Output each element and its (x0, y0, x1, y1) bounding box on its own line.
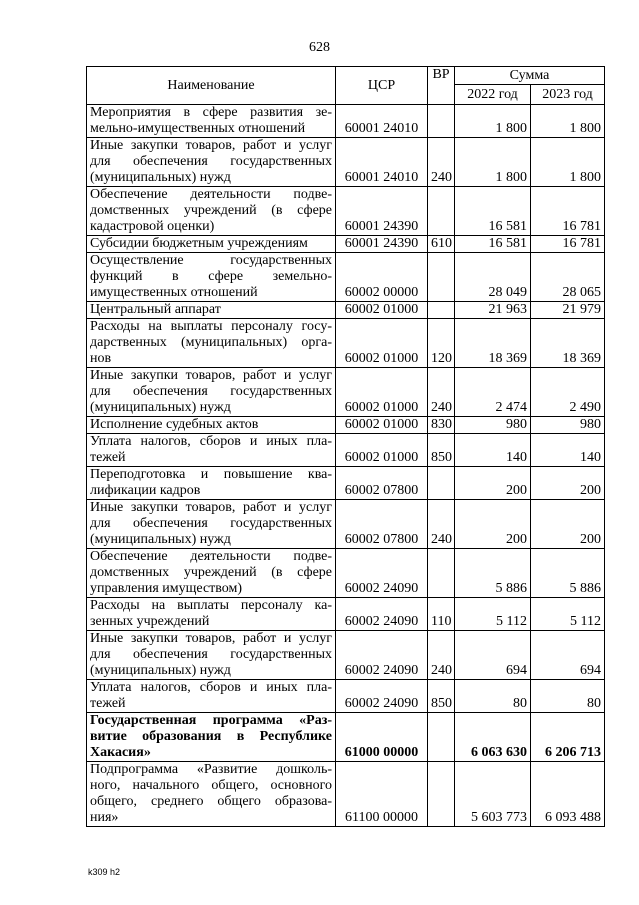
row-csr: 60002 01000 (336, 319, 428, 368)
row-amount-2023: 694 (531, 631, 605, 680)
row-amount-2023: 2 490 (531, 368, 605, 417)
row-vr: 240 (428, 500, 455, 549)
row-vr (428, 713, 455, 762)
row-name-line: Иные закупки товаров, работ и услуг (90, 500, 332, 515)
row-name-line: (муниципальных) нужд (90, 663, 231, 678)
row-name-line: Государственная программа «Раз- (90, 713, 332, 728)
table-row (87, 762, 605, 827)
row-vr: 850 (428, 434, 455, 467)
row-name-line: дарственных (муниципальных) орга- (90, 335, 332, 350)
row-amount-2022: 1 800 (455, 105, 531, 138)
row-name-line: витие образования в Республике (90, 729, 332, 744)
row-name (87, 434, 336, 467)
row-csr: 60002 01000 (336, 417, 428, 434)
row-csr: 60001 24390 (336, 236, 428, 253)
row-name (87, 598, 336, 631)
row-csr: 60002 24090 (336, 549, 428, 598)
row-name-line: функций в сфере земельно- (90, 269, 332, 284)
row-csr: 60002 24090 (336, 598, 428, 631)
row-amount-2022: 200 (455, 467, 531, 500)
row-amount-2022: 1 800 (455, 138, 531, 187)
row-name (87, 417, 336, 434)
row-name-line: Иные закупки товаров, работ и услуг (90, 138, 332, 153)
table-row (87, 138, 605, 187)
row-amount-2023: 6 093 488 (531, 762, 605, 827)
page-number: 628 (309, 40, 330, 55)
row-amount-2023: 16 781 (531, 187, 605, 236)
row-name-line: Расходы на выплаты персоналу ка- (90, 598, 332, 613)
row-name-line: Мероприятия в сфере развития зе- (90, 105, 332, 120)
row-amount-2023: 1 800 (531, 105, 605, 138)
row-amount-2023: 1 800 (531, 138, 605, 187)
row-vr (428, 302, 455, 319)
row-name-line: имущественных отношений (90, 285, 258, 300)
row-name-line: Хакасия» (90, 745, 151, 760)
row-name-line: Центральный аппарат (90, 302, 221, 317)
row-name (87, 105, 336, 138)
row-csr: 60002 01000 (336, 434, 428, 467)
row-amount-2022: 694 (455, 631, 531, 680)
row-vr: 610 (428, 236, 455, 253)
row-vr: 110 (428, 598, 455, 631)
row-name-line: лификации кадров (90, 483, 201, 498)
row-name-line: (муниципальных) нужд (90, 170, 231, 185)
row-vr: 830 (428, 417, 455, 434)
row-name-line: Иные закупки товаров, работ и услуг (90, 631, 332, 646)
row-name (87, 319, 336, 368)
row-name (87, 368, 336, 417)
row-vr (428, 187, 455, 236)
row-name (87, 631, 336, 680)
row-amount-2023: 140 (531, 434, 605, 467)
row-name-line: для обеспечения государственных (90, 516, 332, 531)
row-vr (428, 105, 455, 138)
table-row (87, 598, 605, 631)
row-amount-2022: 28 049 (455, 253, 531, 302)
table-row (87, 713, 605, 762)
row-csr: 60001 24010 (336, 105, 428, 138)
table-row (87, 631, 605, 680)
row-amount-2022: 18 369 (455, 319, 531, 368)
table-row (87, 549, 605, 598)
row-name (87, 236, 336, 253)
row-csr: 60002 24090 (336, 680, 428, 713)
table-row (87, 253, 605, 302)
table-row (87, 467, 605, 500)
row-vr: 240 (428, 138, 455, 187)
header-year-2022: 2022 год (455, 85, 531, 105)
row-csr: 60002 00000 (336, 253, 428, 302)
row-amount-2022: 200 (455, 500, 531, 549)
row-name (87, 467, 336, 500)
row-name-line: Подпрограмма «Развитие дошколь- (90, 762, 332, 777)
table-row (87, 680, 605, 713)
row-name-line: домственных учреждений (в сфере (90, 203, 332, 218)
row-name-line: тежей (90, 696, 126, 711)
table-row (87, 500, 605, 549)
header-year-2023: 2023 год (531, 85, 605, 105)
row-vr (428, 253, 455, 302)
row-name (87, 302, 336, 319)
row-name (87, 253, 336, 302)
row-amount-2022: 980 (455, 417, 531, 434)
row-amount-2023: 28 065 (531, 253, 605, 302)
row-csr: 60001 24010 (336, 138, 428, 187)
table-row (87, 417, 605, 434)
table-row (87, 187, 605, 236)
row-vr (428, 467, 455, 500)
row-csr: 60002 24090 (336, 631, 428, 680)
row-amount-2022: 80 (455, 680, 531, 713)
row-amount-2022: 5 603 773 (455, 762, 531, 827)
row-name-line: Уплата налогов, сборов и иных пла- (90, 680, 332, 695)
row-name-line: домственных учреждений (в сфере (90, 565, 332, 580)
row-vr: 850 (428, 680, 455, 713)
row-amount-2022: 5 886 (455, 549, 531, 598)
row-name-line: кадастровой оценки) (90, 219, 215, 234)
row-amount-2023: 200 (531, 467, 605, 500)
table-row (87, 319, 605, 368)
row-name-line: (муниципальных) нужд (90, 532, 231, 547)
row-name-line: Иные закупки товаров, работ и услуг (90, 368, 332, 383)
row-name-line: зенных учреждений (90, 614, 210, 629)
row-amount-2022: 16 581 (455, 236, 531, 253)
row-amount-2023: 16 781 (531, 236, 605, 253)
row-csr: 61100 00000 (336, 762, 428, 827)
row-name-line: для обеспечения государственных (90, 647, 332, 662)
table-row (87, 105, 605, 138)
row-name-line: ния» (90, 810, 119, 825)
row-amount-2023: 80 (531, 680, 605, 713)
row-amount-2022: 21 963 (455, 302, 531, 319)
row-csr: 60001 24390 (336, 187, 428, 236)
row-name-line: (муниципальных) нужд (90, 400, 231, 415)
row-name (87, 500, 336, 549)
table-row (87, 434, 605, 467)
row-name-line: ного, начального общего, основного (90, 778, 332, 793)
row-name-line: для обеспечения государственных (90, 384, 332, 399)
row-vr: 120 (428, 319, 455, 368)
row-amount-2023: 18 369 (531, 319, 605, 368)
row-name-line: Расходы на выплаты персоналу госу- (90, 319, 332, 334)
header-sum: Сумма (455, 67, 605, 85)
row-amount-2022: 16 581 (455, 187, 531, 236)
row-csr: 60002 07800 (336, 500, 428, 549)
footer-code: k309 h2 (88, 867, 121, 877)
row-name-line: Обеспечение деятельности подве- (90, 187, 332, 202)
row-name-line: Уплата налогов, сборов и иных пла- (90, 434, 332, 449)
row-csr: 60002 01000 (336, 368, 428, 417)
table-row (87, 302, 605, 319)
row-amount-2023: 200 (531, 500, 605, 549)
row-amount-2022: 6 063 630 (455, 713, 531, 762)
row-name-line: Осуществление государственных (90, 253, 332, 268)
row-amount-2022: 2 474 (455, 368, 531, 417)
row-amount-2022: 140 (455, 434, 531, 467)
row-name (87, 713, 336, 762)
row-name-line: нов (90, 351, 112, 366)
row-csr: 61000 00000 (336, 713, 428, 762)
row-name-line: Субсидии бюджетным учреждениям (90, 236, 308, 251)
header-name: Наименование (87, 67, 336, 105)
row-amount-2023: 21 979 (531, 302, 605, 319)
row-name (87, 680, 336, 713)
row-amount-2023: 5 886 (531, 549, 605, 598)
row-name (87, 187, 336, 236)
row-vr: 240 (428, 631, 455, 680)
row-vr (428, 762, 455, 827)
row-vr: 240 (428, 368, 455, 417)
row-csr: 60002 07800 (336, 467, 428, 500)
table-row (87, 368, 605, 417)
row-name-line: мельно-имущественных отношений (90, 121, 306, 136)
row-name-line: Переподготовка и повышение ква- (90, 467, 332, 482)
row-name (87, 549, 336, 598)
row-name (87, 138, 336, 187)
row-name (87, 762, 336, 827)
budget-table (86, 66, 605, 827)
row-name-line: Обеспечение деятельности подве- (90, 549, 332, 564)
row-amount-2022: 5 112 (455, 598, 531, 631)
row-name-line: Исполнение судебных актов (90, 417, 259, 432)
row-csr: 60002 01000 (336, 302, 428, 319)
row-name-line: для обеспечения государственных (90, 154, 332, 169)
row-name-line: тежей (90, 450, 126, 465)
row-amount-2023: 5 112 (531, 598, 605, 631)
table-row (87, 236, 605, 253)
row-name-line: управления имуществом) (90, 581, 243, 596)
row-amount-2023: 6 206 713 (531, 713, 605, 762)
header-csr: ЦСР (336, 67, 428, 105)
header-vr: ВР (428, 67, 455, 105)
row-name-line: общего, среднего общего образова- (90, 794, 332, 809)
row-amount-2023: 980 (531, 417, 605, 434)
row-vr (428, 549, 455, 598)
